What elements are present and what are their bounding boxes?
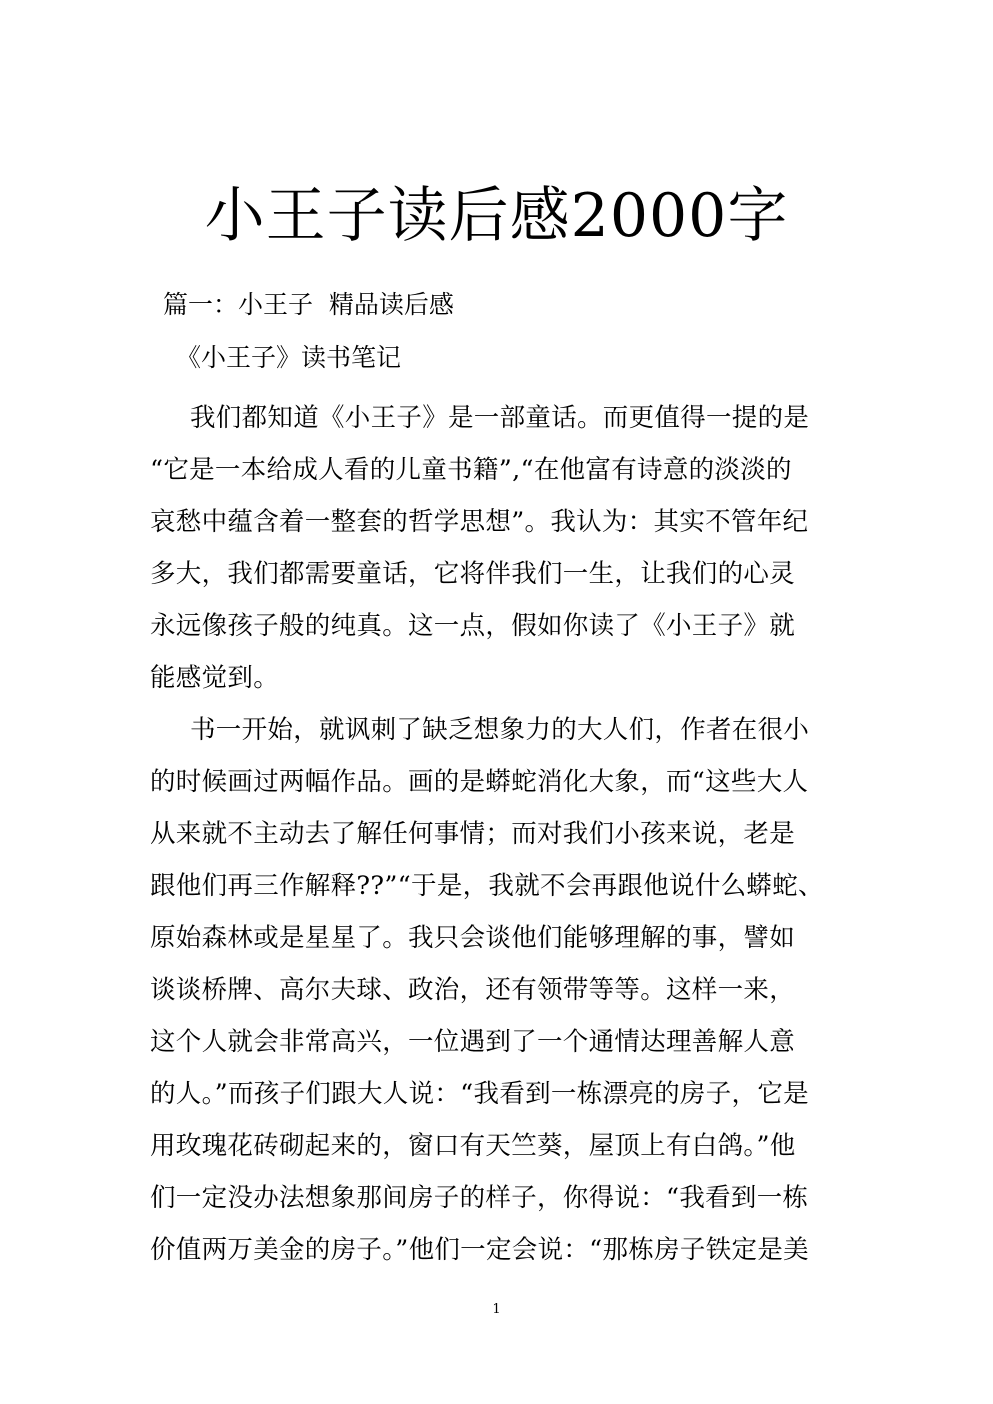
text-line: 这个人就会非常高兴，一位遇到了一个通情达理善解人意 <box>150 1027 796 1057</box>
section-heading: 篇一：小王子 精品读后感 <box>163 290 454 319</box>
text-line: 用玫瑰花砖砌起来的，窗口有天竺葵，屋顶上有白鸽。”他 <box>150 1131 796 1161</box>
sub-heading: 《小王子》读书笔记 <box>176 343 402 372</box>
text-line: 书一开始，就讽刺了缺乏想象力的大人们，作者在很小 <box>190 715 810 745</box>
text-line: 永远像孩子般的纯真。这一点，假如你读了《小王子》就 <box>150 611 796 641</box>
text-line: “它是一本给成人看的儿童书籍”,“在他富有诗意的淡淡的 <box>150 455 792 485</box>
page-number: 1 <box>492 1302 501 1317</box>
text-line: 价值两万美金的房子。”他们一定会说：“那栋房子铁定是美 <box>150 1235 809 1265</box>
text-line: 跟他们再三作解释??”“于是，我就不会再跟他说什么蟒蛇、 <box>150 871 824 901</box>
text-line: 我们都知道《小王子》是一部童话。而更值得一提的是 <box>190 403 810 433</box>
text-line: 谈谈桥牌、高尔夫球、政治，还有领带等等。这样一来， <box>150 975 796 1005</box>
text-line: 原始森林或是星星了。我只会谈他们能够理解的事，譬如 <box>150 923 796 953</box>
text-line: 多大，我们都需要童话，它将伴我们一生，让我们的心灵 <box>150 559 796 589</box>
body-text <box>150 392 840 1276</box>
text-line: 的时候画过两幅作品。画的是蟒蛇消化大象，而“这些大人 <box>150 767 809 797</box>
document-title: 小王子读后感2000字 <box>204 181 789 251</box>
text-line: 从来就不主动去了解任何事情；而对我们小孩来说，老是 <box>150 819 796 849</box>
text-line: 们一定没办法想象那间房子的样子，你得说：“我看到一栋 <box>150 1183 809 1213</box>
text-line: 的人。”而孩子们跟大人说：“我看到一栋漂亮的房子，它是 <box>150 1079 809 1109</box>
paragraph-2 <box>150 704 840 1276</box>
text-line: 能感觉到。 <box>150 663 280 693</box>
paragraph-1 <box>150 392 840 704</box>
text-line: 哀愁中蕴含着一整套的哲学思想”。我认为：其实不管年纪 <box>150 507 809 537</box>
